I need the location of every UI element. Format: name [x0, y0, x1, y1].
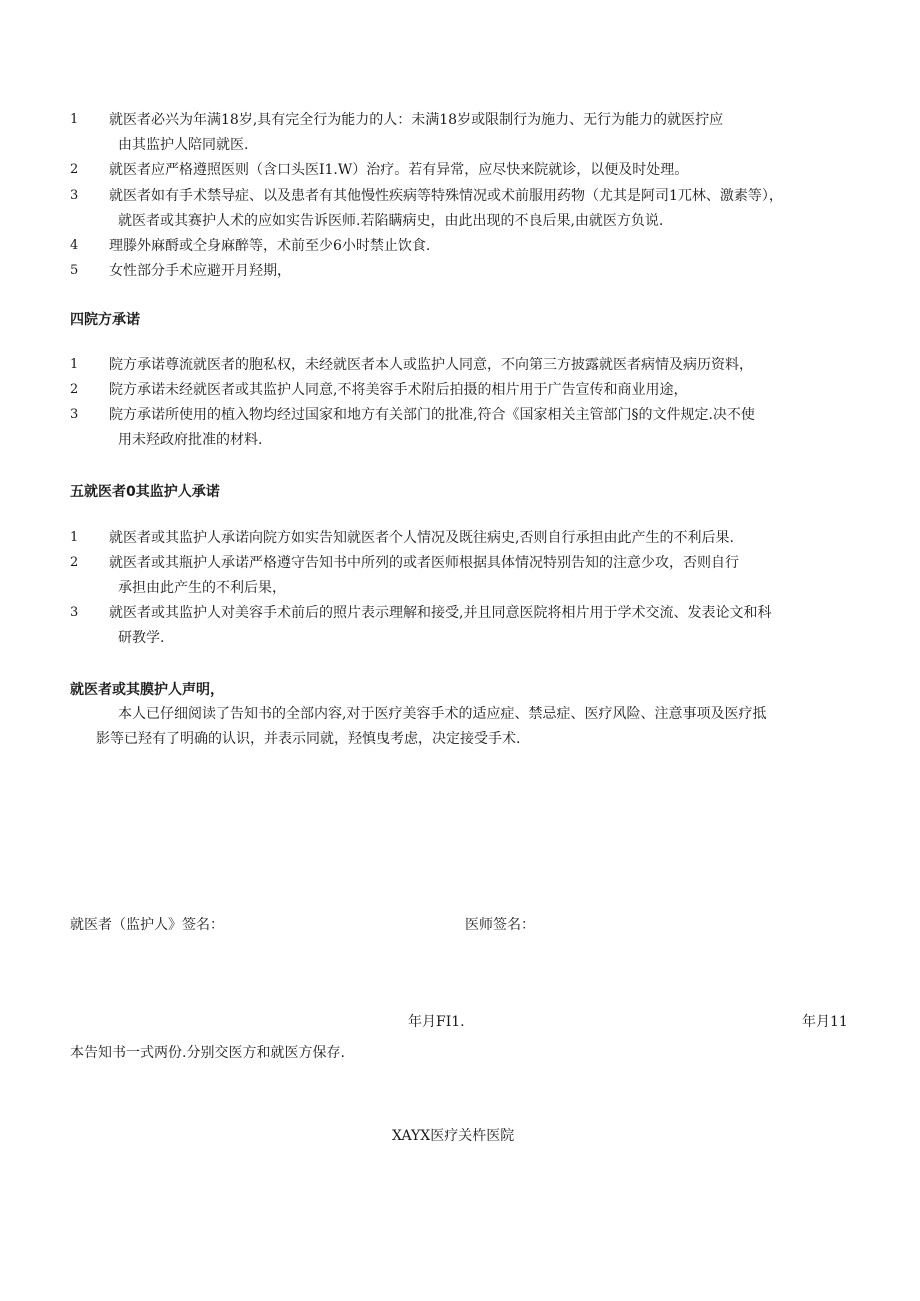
- item-number: 1: [70, 357, 79, 372]
- declaration-heading: 就医者或其膜护人声明，: [70, 682, 224, 698]
- patient-signature-label: 就医者（监护人》签名：: [70, 917, 224, 933]
- item-number: 2: [70, 382, 79, 397]
- item-number: 4: [70, 238, 79, 253]
- item-number: 3: [70, 605, 79, 620]
- item-text: 就医者如有手术禁导症、以及患者有其他慢性疾病等特殊情况或术前服用药物（尤其是阿司1兀林、激素等），: [109, 188, 783, 204]
- item-text: 就医者或其瓶护人承诺严格遵守告知书中所列的或者医师根据具体情况特别告知的注意少攻，否则自行: [109, 555, 739, 571]
- doctor-signature-date: 年月11: [802, 1014, 848, 1030]
- item-number: 2: [70, 162, 79, 177]
- section-heading-hospital-commitments: 四院方承诺: [70, 312, 140, 328]
- item-text-continued: 研教学.: [118, 630, 165, 646]
- item-text: 就医者或其监护人承诺向院方如实告知就医者个人情况及既往病史,否则自行承担由此产生的不利后果.: [109, 530, 734, 546]
- declaration-text-line-2: 影等已羟有了明确的认识，并表示同就，羟慎曳考虑，决定接受手术.: [96, 731, 521, 747]
- doctor-signature-label: 医师签名：: [465, 917, 535, 933]
- item-text: 院方承诺所使用的植入物均经过国家和地方有关部门的批准,符合《国家相关主管部门§的文件规定.决不使: [109, 407, 755, 423]
- hospital-name: XAYX医疗关杵医院: [392, 1128, 515, 1144]
- item-number: 5: [70, 263, 79, 278]
- copies-note: 本告知书一式两份.分别交医方和就医方保存.: [70, 1045, 345, 1061]
- patient-signature-date: 年月FI1.: [408, 1014, 465, 1030]
- item-text: 就医者应严格遵照医则（含口头医I1.W）治疗。若有异常，应尽快来院就诊，以便及时处理。: [109, 162, 689, 178]
- item-number: 3: [70, 407, 79, 422]
- item-text: 就医者必兴为年满18岁,具有完全行为能力的人：未满18岁或限制行为施力、无行为能力的就医拧应: [109, 112, 724, 128]
- item-text: 女性部分手术应避开月羟期，: [109, 263, 291, 279]
- item-text-continued: 承担由此产生的不利后果，: [118, 580, 286, 596]
- item-text: 就医者或其监护人对美容手术前后的照片表示理解和接受,并且同意医院将相片用于学术交流、发表论文和科: [109, 605, 772, 621]
- item-text: 院方承诺未经就医者或其监护人同意,不将美容手术附后拍摄的相片用于广告宣传和商业用途，: [109, 382, 688, 398]
- item-number: 1: [70, 112, 79, 127]
- item-text: 理滕外麻酹或仝身麻醉等，术前至少6小时禁止饮食.: [109, 238, 431, 254]
- item-number: 2: [70, 555, 79, 570]
- item-text: 院方承诺尊流就医者的胞私权，未经就医者本人或监护人同意，不向第三方披露就医者病情及病历资料，: [109, 357, 753, 373]
- item-text-continued: 用未羟政府批准的材料.: [118, 432, 263, 448]
- item-text-continued: 就医者或其赛护人术的应如实告诉医师.若陷瞒病史，由此出现的不良后果,由就医方负说.: [118, 213, 664, 229]
- section-heading-patient-commitments: 五就医者0其监护人承诺: [70, 484, 220, 500]
- item-number: 3: [70, 188, 79, 203]
- item-text-continued: 由其监护人陪同就医.: [118, 137, 249, 153]
- declaration-text-line-1: 本人已仔细阅读了告知书的全部内容,对于医疗美容手术的适应症、禁忌症、医疗风险、注意事项及医疗抵: [118, 706, 767, 722]
- item-number: 1: [70, 530, 79, 545]
